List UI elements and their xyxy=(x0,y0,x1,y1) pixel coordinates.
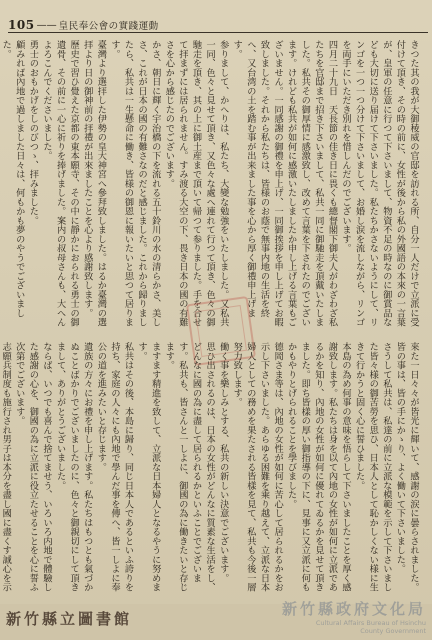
paragraph: かさ、朝日に輝く宇治橋の下を流れる五十鈴川の水の清らかさ、美しさ、これが日本の國の有難さなのだと感じました。これから歸りましたら、私共は一生懸命に働き、皆様の御恩に報いたいと思つて居ります。 xyxy=(108,40,161,327)
paragraph: 参りまして、かへりは、私たち、大變な勉強をいたしました。又私共一同、色々と見せて頂き、又色々な處へ連れて行つて頂き、色々の御馳走を頂き、其の上に御土産まで頂いて帰つて参りました。手を合せて拝まずには居られません。すみ渡る大空の下、畏き日本の國の有難さを心から感じたのでございます。 xyxy=(163,40,229,327)
paragraph: 志願兵制度も施行され男子は本分を盡し國に盡くす誠心を示 xyxy=(0,342,12,592)
paragraph: 働く事を樂しみとする、私共の新しい決意でございます。 xyxy=(217,342,229,583)
paragraph: 顧みれば內地で過しました日々は、何もかも夢のやうでございました。 xyxy=(0,40,25,318)
watermark-chinese: 新竹縣政府文化局 xyxy=(281,600,426,618)
page-number: 105 xyxy=(8,18,35,32)
watermark-english-1: Cultural Affairs Bureau of Hsinchu xyxy=(315,619,426,627)
body-text-lower xyxy=(0,342,420,595)
header-rule xyxy=(8,32,428,33)
library-mark: 新竹縣立圖書館 xyxy=(6,610,133,628)
paragraph: きつた其の我が大御稜威の官邸を訪れる所、自分一人だけで立派に受付けて頂き、その時の前に、女性が後から私の外國語の本來の一言葉が、皇軍の任意に行つて下さいまして、物資不足の時なのに御賞品なども大切に送り届けて下さいました。私たちかさないようにして、リンゴを一つ一つ分けて下さいまして、お婚し涙を流しながら、リンゴを両手にいただき別れを惜しんだのでございます。 xyxy=(340,40,419,327)
watermark-english-2: County Government xyxy=(360,627,426,635)
paragraph: 遺族の方々にお禮を申し上げます。私たちはもつとも氣づかぬことばかりでございましたのに、色々と御親切にして頂きまして、ありがとうございました。 xyxy=(54,342,93,592)
paragraph: 私共はその後、本島に歸り、同じ日本人であるといふ誇りを持ち、家庭の人々にも內地で學んだ事を傳へ、皆一しよに奉公の道を進みたいと存じます。 xyxy=(95,342,134,592)
paragraph: 四月二十九日 天長節の佳き日に畏くも總督閣下御夫人がわざわざ私たちを官邸まで招き下さいまして、私共一同に御馳走を頂戴いたしました。私共その御厚情に感激致し、改めて言葉を下されたのでございます。けれども私共が如何に感激いたしましたか申し上げる言葉もございません。一同感謝の御禮を申上げ、一同御挨拶を申し上げてお暇致しました。それから私たちは、皆様のお蔭で無事内地の生活を終へ、又台湾の土を踏む事が出来ました事を心から厚く御禮申上げます。 xyxy=(231,40,338,327)
running-title: 皇民奉公會の實踐運動 xyxy=(58,21,159,32)
header-dash: —— xyxy=(36,19,57,31)
paragraph: 德岡さま等は、內地の女性が如何に苦心して居られるかをお示し下さいました。あらゆる困難を乘り越えて、立派な日本婦人としての務めを果たされる皆樣を見て、私共も今後一層努力致します。 xyxy=(231,342,284,592)
paragraph: 本島の為め何事の意味を悟らして下さいましたことを厚く感謝致します。私たちは身を以て內地の女性が如何に立派であるかを知り、內地の女性が如何に優れてゐるかを見せて頂きました。即ち皆樣の厚い御指導の下に、見事に又立派に何もかもやりとげられることを學びました。 xyxy=(285,342,352,592)
paragraph: ますます精進を致して、立派な日本婦人となるやうに努めます。 xyxy=(136,342,161,592)
archive-watermark xyxy=(282,598,426,635)
paragraph: 來た一日々々が皆光に輝いて、感謝の涙に曇らされました。皆の事は、皆の手にかゝり、よく働いて下さいました。 xyxy=(394,342,419,592)
paragraph: 臺灣より選拝した伊勢の皇大神宮へ參拜致しました。はるか臺灣の選拝より日の御神前の拝禮が出來ましたことを心より感謝致します。 xyxy=(81,40,107,327)
paragraph: 歷史で習ひ覺えた京都の東本願寺、その中に靜かにおられる勇士の御遺骨、その前に一心に祈りを捧げました。案内の叔母さんも、大へんよろこんでくださいました。 xyxy=(40,40,80,327)
paragraph: さうして私共は、私達の前に立派な模範を示して下さいました皆々様の御苦勞を思ひ、日本人として恥かしくない様に生きて行かうと固く心に誓ひました。 xyxy=(353,342,392,592)
paragraph: 思ひ出されるのは、日本の女性がどんなに質素な生活をし、どんなに國の為に盡して居られるかといふことでございます。私共も、皆さんと一しよに、御國の為に働きたいと存じます。 xyxy=(163,342,216,592)
paragraph: ならば、いつでも喜んで捨てませう、いろいろ内地で體驗した感謝の心を、御國の為に立派に役立たせることを心に誓ふ次第でございます。 xyxy=(13,342,52,592)
paragraph: 勇士のおもかげをしのびつゝ、拝みました。 xyxy=(27,40,39,225)
body-text-upper xyxy=(0,40,420,327)
